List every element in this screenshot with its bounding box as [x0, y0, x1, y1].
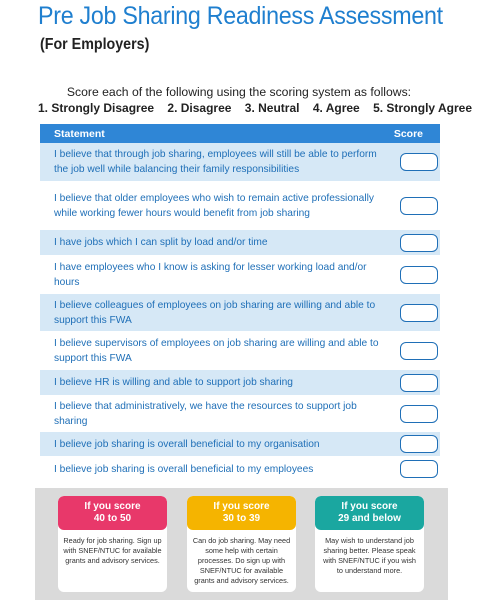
score-input[interactable]	[400, 374, 438, 392]
page-title: Pre Job Sharing Readiness Assessment	[38, 2, 443, 30]
score-input[interactable]	[400, 197, 438, 215]
result-card-mid	[187, 496, 296, 592]
table-row	[40, 369, 440, 395]
table-row	[40, 181, 440, 229]
statement-text: I believe that older employees who wish to remain active professionally while working fewer hours would benefit from job sharing	[54, 192, 374, 219]
result-card-label: If you score	[341, 501, 398, 512]
result-card-low	[315, 496, 424, 592]
score-input[interactable]	[400, 234, 438, 252]
score-input[interactable]	[400, 342, 438, 360]
statement-text: I believe that administratively, we have the resources to support job sharing	[54, 400, 357, 427]
result-card-label: If you score	[213, 501, 270, 512]
table-header	[40, 124, 440, 143]
result-card-text: Ready for job sharing. Sign up with SNEF/NTUC for available grants and advisory services.	[63, 536, 162, 565]
result-card-text: Can do job sharing. May need some help with certain processes. Do sign up with SNEF/NTUC for available grants and advisory services.	[192, 536, 291, 585]
result-card-text: May wish to understand job sharing better. Please speak with SNEF/NTUC if you wish to understand more.	[323, 536, 416, 575]
result-card-header	[187, 496, 296, 530]
table-row	[40, 431, 440, 456]
result-card-header	[58, 496, 167, 530]
result-card-range: 40 to 50	[93, 513, 132, 524]
table-row	[40, 143, 440, 181]
table-row	[40, 229, 440, 255]
page-subtitle: (For Employers)	[40, 36, 150, 53]
table-row	[40, 456, 440, 481]
header-statement: Statement	[54, 127, 105, 140]
scale-option-1: 1. Strongly Disagree	[38, 101, 155, 115]
statement-text: I believe that through job sharing, employees will still be able to perform the job well while balancing their family responsibilities	[54, 149, 377, 175]
statement-text: I believe colleagues of employees on job sharing are willing and able to support this FWA	[54, 299, 376, 326]
score-input[interactable]	[400, 435, 438, 453]
statement-text: I have employees who I know is asking for lesser working load and/or hours	[54, 261, 367, 288]
assessment-table	[40, 124, 440, 481]
table-row	[40, 331, 440, 369]
statement-text: I believe HR is willing and able to support job sharing	[54, 377, 293, 388]
scale-option-2: 2. Disagree	[167, 101, 232, 115]
scoring-scale	[38, 101, 472, 115]
scale-option-5: 5. Strongly Agree	[373, 101, 472, 115]
table-row	[40, 293, 440, 331]
result-card-range: 30 to 39	[222, 513, 261, 524]
score-results-panel	[35, 488, 448, 600]
header-score: Score	[393, 127, 423, 140]
score-input[interactable]	[400, 153, 438, 171]
score-input[interactable]	[400, 304, 438, 322]
score-input[interactable]	[400, 405, 438, 423]
table-row	[40, 255, 440, 293]
result-card-range: 29 and below	[338, 513, 401, 524]
statement-text: I have jobs which I can split by load and/or time	[54, 237, 268, 248]
result-card-label: If you score	[84, 501, 141, 512]
table-row	[40, 395, 440, 431]
statement-text: I believe job sharing is overall beneficial to my organisation	[54, 438, 320, 450]
scoring-instructions: Score each of the following using the scoring system as follows:	[66, 85, 412, 99]
score-input[interactable]	[400, 266, 438, 284]
score-input[interactable]	[400, 460, 438, 478]
result-card-high	[58, 496, 167, 592]
scale-option-3: 3. Neutral	[244, 101, 300, 115]
result-card-header	[315, 496, 424, 530]
statement-text: I believe job sharing is overall beneficial to my employees	[54, 463, 314, 475]
statement-text: I believe supervisors of employees on job sharing are willing and able to support this FWA	[54, 337, 379, 364]
scale-option-4: 4. Agree	[312, 101, 360, 115]
